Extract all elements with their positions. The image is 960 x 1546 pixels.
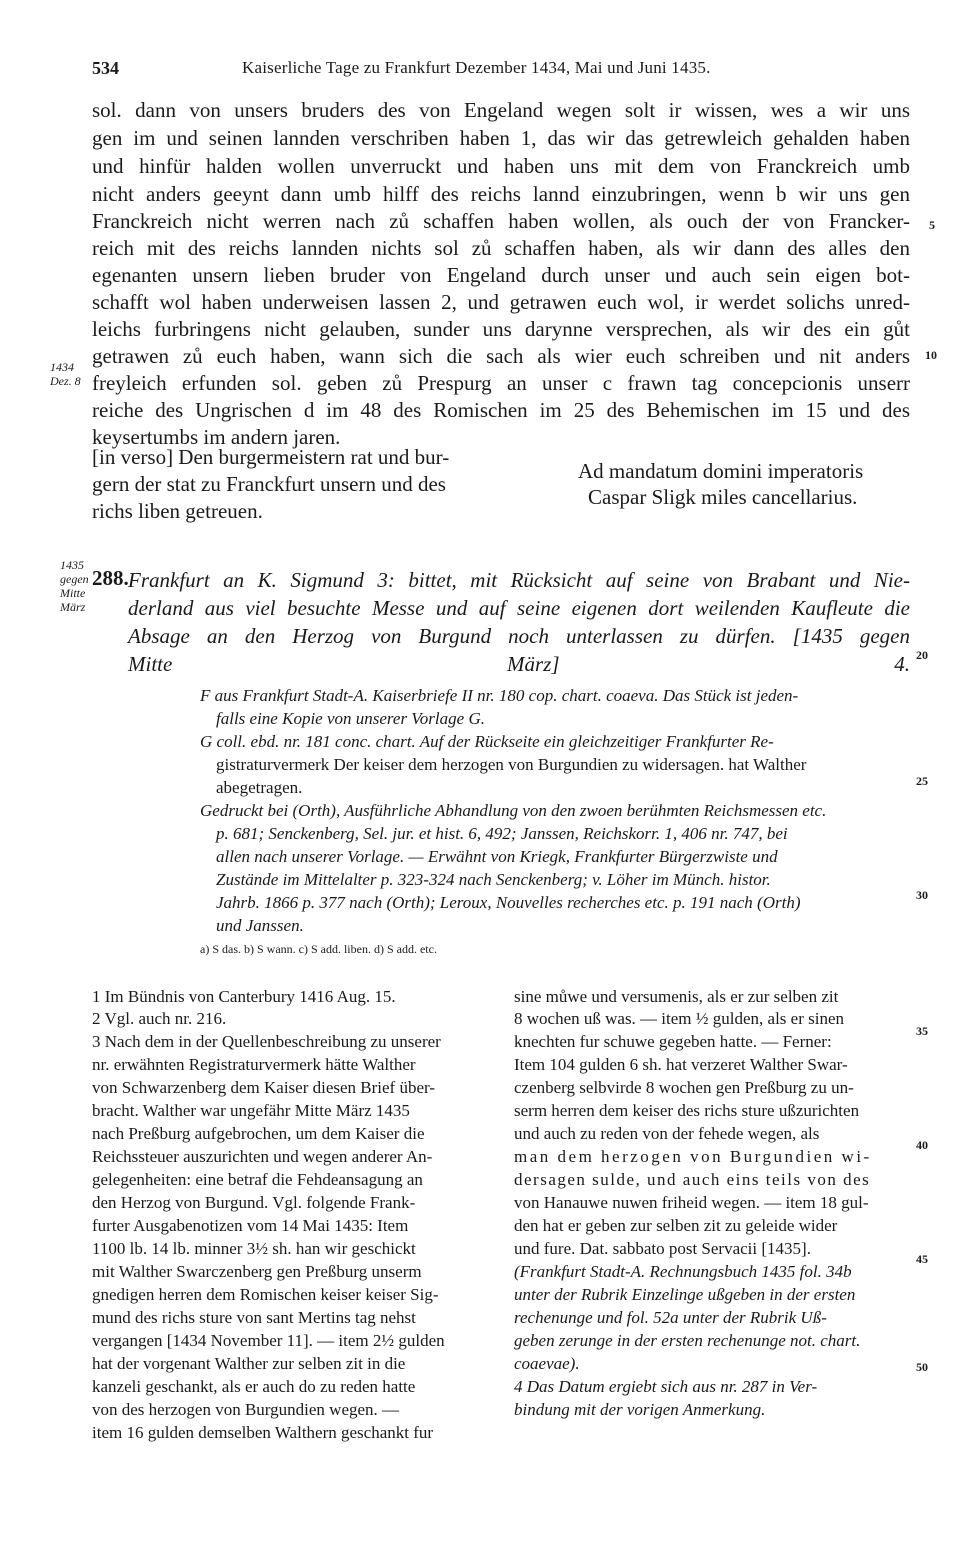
- line-number: 40: [916, 1138, 928, 1152]
- address-line: richs liben getreuen.: [92, 499, 263, 523]
- source-line: G coll. ebd. nr. 181 conc. chart. Auf der Rückseite ein gleichzeitiger Frankfurter Re-: [200, 732, 774, 751]
- document-number: 288.: [92, 566, 129, 590]
- footnote-line: 2 Vgl. auch nr. 216.: [92, 1009, 227, 1028]
- footnote-line: czenberg selbvirde 8 wochen gen Preßburg zu un-: [514, 1078, 854, 1097]
- source-line: Jahrb. 1866 p. 377 nach (Orth); Leroux, Nouvelles recherches etc. p. 191 nach (Orth): [216, 893, 801, 912]
- footnote-line: dersagen sulde, und auch eins teils von des: [514, 1170, 871, 1189]
- regest-line: derland aus viel besuchte Messe und auf seine eigenen dort weilenden Kaufleute die: [128, 596, 910, 620]
- line-number: 50: [916, 1360, 928, 1374]
- source-line: Gedruckt bei (Orth), Ausführliche Abhandlung von den zwoen berühmten Reichsmessen etc.: [200, 801, 827, 820]
- footnote-line: rechenunge und fol. 52a unter der Rubrik Uß-: [514, 1308, 827, 1327]
- footnote-line: 3 Nach dem in der Quellenbeschreibung zu unserer: [92, 1032, 441, 1051]
- margin-date: 1434 Dez. 8: [50, 360, 81, 388]
- mandate-line: Caspar Sligk miles cancellarius.: [588, 485, 858, 509]
- footnote-line: kanzeli geschankt, als er auch do zu reden hatte: [92, 1377, 416, 1396]
- source-line: falls eine Kopie von unserer Vorlage G.: [216, 709, 485, 728]
- text-line: sol. dann von unsers bruders des von Engeland wegen solt ir wissen, wes a wir uns: [92, 98, 910, 122]
- footnote-line: gnedigen herren dem Romischen keiser keiser Sig-: [92, 1285, 439, 1304]
- source-line: F aus Frankfurt Stadt-A. Kaiserbriefe II nr. 180 cop. chart. coaeva. Das Stück ist jeden-: [200, 686, 799, 705]
- text-line: und hinfür halden wollen unverruckt und haben uns mit dem von Franckreich umb: [92, 154, 910, 178]
- footnote-line: geben zerunge in der ersten rechenunge not. chart.: [514, 1331, 861, 1350]
- line-number: 25: [916, 774, 928, 788]
- text-line: freyleich erfunden sol. geben zů Prespurg an unser c frawn tag concepcionis unserr: [92, 371, 910, 395]
- footnote-line: 1100 lb. 14 lb. minner 3½ sh. han wir geschickt: [92, 1239, 416, 1258]
- footnote-line: item 16 gulden demselben Walthern geschankt fur: [92, 1423, 434, 1442]
- margin-date-288: 1435 gegen Mitte März: [60, 558, 89, 614]
- variant-apparatus: a) S das. b) S wann. c) S add. liben. d) S add. etc.: [200, 942, 437, 956]
- regest-line: Mitte März] 4.: [128, 652, 910, 676]
- text-line: reiche des Ungrischen d im 48 des Romischen im 25 des Behemischen im 15 und des: [92, 398, 910, 422]
- footnote-line: coaevae).: [514, 1354, 580, 1373]
- text-line: keysertumbs im andern jaren.: [92, 425, 341, 449]
- line-number: 10: [925, 348, 937, 362]
- running-title: Kaiserliche Tage zu Frankfurt Dezember 1434, Mai und Juni 1435.: [242, 58, 711, 77]
- address-line: gern der stat zu Franckfurt unsern und des: [92, 472, 446, 496]
- footnote-line: knechten fur schuwe gegeben hatte. — Ferner:: [514, 1032, 832, 1051]
- footnote-line: mund des richs sture von sant Mertins tag nehst: [92, 1308, 416, 1327]
- footnote-line: hat der vorgenant Walther zur selben zit in die: [92, 1354, 406, 1373]
- line-number: 30: [916, 888, 928, 902]
- source-line: abegetragen.: [216, 778, 303, 797]
- source-line: und Janssen.: [216, 916, 304, 935]
- footnote-line: bindung mit der vorigen Anmerkung.: [514, 1400, 766, 1419]
- regest-line: Frankfurt an K. Sigmund 3: bittet, mit Rücksicht auf seine von Brabant und Nie-: [128, 568, 910, 592]
- footnote-line: 4 Das Datum ergiebt sich aus nr. 287 in Ver-: [514, 1377, 818, 1396]
- footnote-line: den hat er geben zur selben zit zu geleide wider: [514, 1216, 838, 1235]
- line-number: 20: [916, 648, 928, 662]
- footnote-line: (Frankfurt Stadt-A. Rechnungsbuch 1435 fol. 34b: [514, 1262, 852, 1281]
- text-line: nicht anders geeynt dann umb hilff des reichs lannd einzubringen, wenn b wir uns gen: [92, 182, 910, 206]
- footnote-line: und fure. Dat. sabbato post Servacii [1435].: [514, 1239, 811, 1258]
- text-line: getrawen zů euch haben, wann sich die sach als wier euch schreiben und nit anders: [92, 344, 910, 368]
- mandate-line: Ad mandatum domini imperatoris: [578, 459, 864, 483]
- footnote-line: nr. erwähnten Registraturvermerk hätte Walther: [92, 1055, 416, 1074]
- running-header: [92, 58, 922, 88]
- line-number: 45: [916, 1252, 928, 1266]
- page-number: 534: [92, 58, 119, 78]
- line-number: 35: [916, 1024, 928, 1038]
- address-line: [in verso] Den burgermeistern rat und bur-: [92, 445, 450, 469]
- footnote-line: von Schwarzenberg dem Kaiser diesen Brief über-: [92, 1078, 435, 1097]
- line-number: 5: [929, 218, 935, 232]
- footnote-line: sine můwe und versumenis, als er zur selben zit: [514, 987, 839, 1006]
- source-line: gistraturvermerk Der keiser dem herzogen von Burgundien zu widersagen. hat Walther: [216, 755, 807, 774]
- footnote-line: von des herzogen von Burgundien wegen. —: [92, 1400, 400, 1419]
- footnote-line: unter der Rubrik Einzelinge ußgeben in der ersten: [514, 1285, 856, 1304]
- footnote-line: furter Ausgabenotizen vom 14 Mai 1435: Item: [92, 1216, 409, 1235]
- footnote-line: mit Walther Swarczenberg gen Preßburg unserm: [92, 1262, 422, 1281]
- source-line: allen nach unserer Vorlage. — Erwähnt von Kriegk, Frankfurter Bürgerzwiste und: [216, 847, 778, 866]
- text-line: reich mit des reichs lannden nichts sol zů schaffen haben, als wir dann des alles den: [92, 236, 910, 260]
- regest-line: Absage an den Herzog von Burgund noch unterlassen zu dürfen. [1435 gegen: [128, 624, 910, 648]
- footnote-line: und auch zu reden von der fehede wegen, als: [514, 1124, 820, 1143]
- footnote-line: 8 wochen uß was. — item ½ gulden, als er sinen: [514, 1009, 845, 1028]
- footnote-line: bracht. Walther war ungefähr Mitte März 1435: [92, 1101, 410, 1120]
- source-line: p. 681; Senckenberg, Sel. jur. et hist. 6, 492; Janssen, Reichskorr. 1, 406 nr. 747, bei: [216, 824, 788, 843]
- text-line: Franckreich nicht werren nach zů schaffen haben wollen, als ouch der von Francker-: [92, 209, 910, 233]
- text-line: leichs furbringens nicht gelauben, sunder uns darynne versprechen, als wir des ein gůt: [92, 317, 910, 341]
- footnote-line: nach Preßburg aufgebrochen, um dem Kaiser die: [92, 1124, 425, 1143]
- footnote-line: 1 Im Bündnis von Canterbury 1416 Aug. 15.: [92, 987, 396, 1006]
- footnote-line: man dem herzogen von Burgundien wi-: [514, 1147, 872, 1166]
- footnote-line: Reichssteuer auszurichten und wegen anderer An-: [92, 1147, 433, 1166]
- footnote-line: von Hanauwe nuwen friheid wegen. — item 18 gul-: [514, 1193, 869, 1212]
- footnote-line: Item 104 gulden 6 sh. hat verzeret Walther Swar-: [514, 1055, 848, 1074]
- footnote-line: serm herren dem keiser des richs sture ußzurichten: [514, 1101, 860, 1120]
- source-line: Zustände im Mittelalter p. 323-324 nach Senckenberg; v. Löher im Münch. histor.: [216, 870, 771, 889]
- text-line: gen im und seinen lannden verschriben haben 1, das wir das getrewleich gehalden haben: [92, 126, 910, 150]
- footnote-line: gelegenheiten: eine betraf die Fehdeansagung an: [92, 1170, 423, 1189]
- footnote-line: vergangen [1434 November 11]. — item 2½ gulden: [92, 1331, 445, 1350]
- footnote-line: den Herzog von Burgund. Vgl. folgende Frank-: [92, 1193, 416, 1212]
- text-line: egenanten unsern lieben bruder von Engeland durch unser und auch sein eigen bot-: [92, 263, 910, 287]
- text-line: schafft wol haben underweisen lassen 2, und getrawen euch wol, ir werdet solichs unred-: [92, 290, 910, 314]
